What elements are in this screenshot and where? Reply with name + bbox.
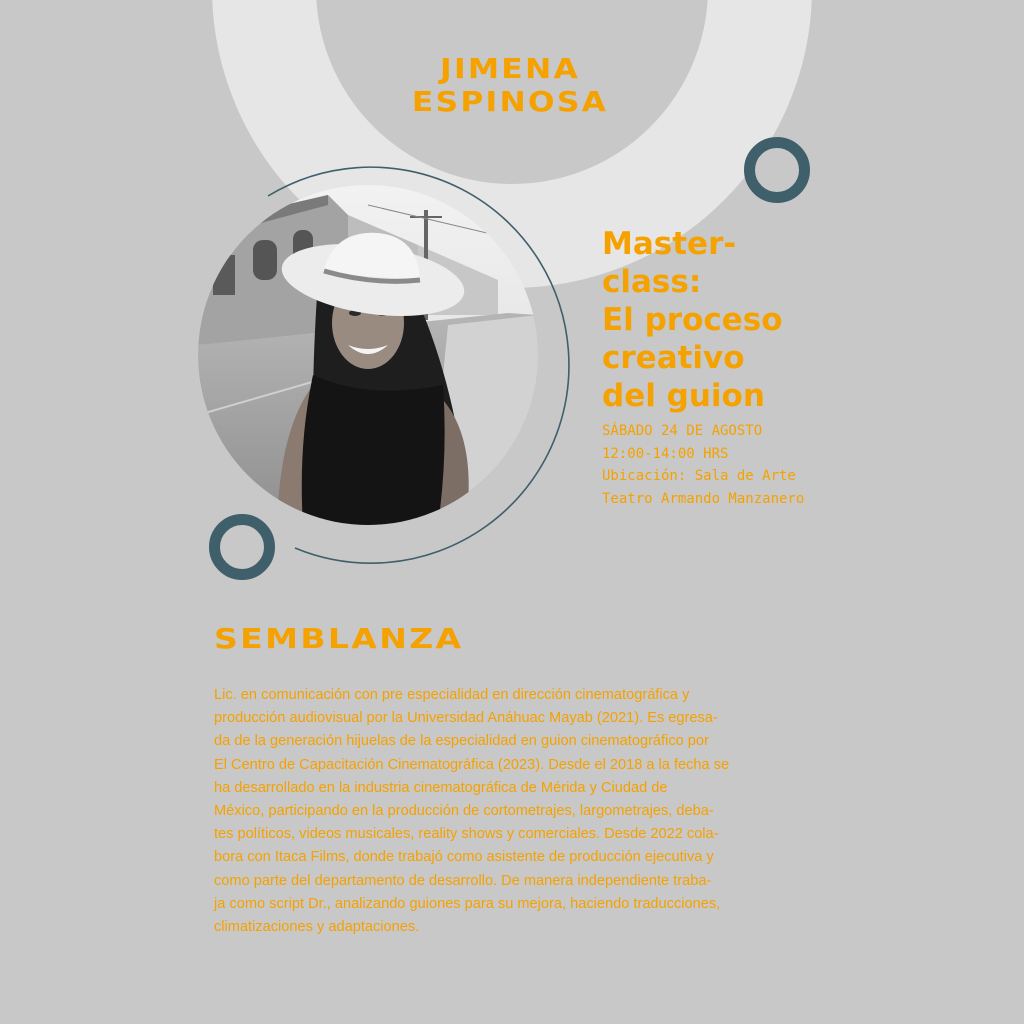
semblanza-bio: [214, 684, 854, 939]
bio-line: climatizaciones y adaptaciones.: [214, 919, 420, 936]
speaker-photo: [198, 185, 538, 525]
speaker-name: [342, 52, 678, 118]
decorative-ring-bottom-left: [209, 514, 275, 580]
bio-line: tes políticos, videos musicales, reality shows y comerciales. Desde 2022 cola-: [214, 826, 719, 843]
event-time: 12:00-14:00 HRS: [602, 445, 729, 462]
event-title-line: El proceso: [602, 302, 783, 338]
event-info: [602, 420, 862, 510]
speaker-first-name: JIMENA: [440, 52, 580, 85]
semblanza-heading: SEMBLANZA: [214, 622, 464, 655]
decorative-ring-top-right: [744, 137, 810, 203]
event-date: SÁBADO 24 DE AGOSTO: [602, 423, 763, 439]
bio-line: ha desarrollado en la industria cinematográfica de Mérida y Ciudad de: [214, 779, 668, 796]
bio-line: bora con Itaca Films, donde trabajó como asistente de producción ejecutiva y: [214, 849, 714, 866]
speaker-last-name: ESPINOSA: [411, 85, 609, 118]
bio-line: El Centro de Capacitación Cinematográfica (2023). Desde el 2018 a la fecha se: [214, 756, 730, 773]
bio-line: como parte del departamento de desarrollo. De manera independiente traba-: [214, 872, 712, 889]
event-title: [602, 225, 862, 415]
bio-line: producción audiovisual por la Universidad Anáhuac Mayab (2021). Es egresa-: [214, 710, 718, 727]
event-venue: Teatro Armando Manzanero: [602, 490, 805, 507]
event-title-line: creativo: [602, 340, 745, 376]
bio-line: da de la generación hijuelas de la especialidad en guion cinematográfico por: [214, 733, 709, 750]
event-location: Ubicación: Sala de Arte: [602, 468, 796, 484]
event-title-line: class:: [602, 264, 702, 300]
event-title-line: Master-: [602, 226, 737, 262]
event-title-line: del guion: [602, 378, 765, 414]
bio-line: Lic. en comunicación con pre especialidad en dirección cinematográfica y: [214, 687, 690, 703]
bio-line: ja como script Dr., analizando guiones para su mejora, haciendo traducciones,: [214, 895, 721, 912]
bio-line: México, participando en la producción de cortometrajes, largometrajes, deba-: [214, 803, 714, 820]
